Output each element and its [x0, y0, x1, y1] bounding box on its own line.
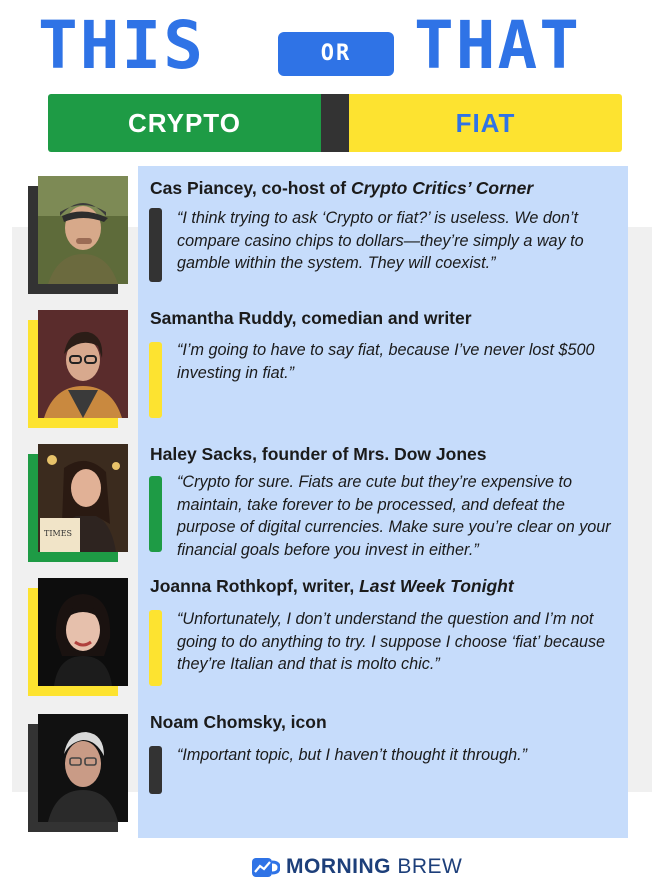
title-or-badge: OR [278, 32, 394, 76]
choice-indicator [149, 746, 162, 794]
speaker-name: Haley Sacks, founder of Mrs. Dow Jones [150, 444, 487, 464]
speaker-quote: “Crypto for sure. Fiats are cute but they’re expensive to maintain, take forever to be processed, and defeat the purpose of digital currencies. Make sure you’re clear on your financial goals before you invest in either.” [177, 473, 611, 559]
speaker-quote: “Important topic, but I haven’t thought it through.” [177, 746, 528, 764]
speaker-quote: “I think trying to ask ‘Crypto or fiat?’ is useless. We don’t compare casino chips to dollars—they’re simply a way to gamble within the system. They will coexist.” [177, 209, 584, 272]
choice-indicator [149, 208, 162, 282]
speaker-name: Samantha Ruddy, comedian and writer [150, 308, 472, 328]
title-banner [0, 7, 670, 84]
title-this: THIS [38, 7, 205, 84]
portrait-frame [28, 714, 128, 832]
portrait-frame [28, 176, 128, 294]
title-that: THAT [414, 7, 581, 84]
portrait-joanna-rothkopf [38, 578, 128, 686]
options-bar [48, 94, 622, 152]
choice-indicator [149, 342, 162, 418]
portrait-frame [28, 310, 128, 428]
portrait-samantha-ruddy [38, 310, 128, 418]
speaker-name: Cas Piancey, co-host of Crypto Critics’ Corner [150, 178, 534, 198]
speaker-quote: “I’m going to have to say fiat, because I’ve never lost $500 investing in fiat.” [177, 341, 595, 382]
brand-wordmark: MORNING BREW [286, 855, 463, 878]
choice-indicator [149, 476, 162, 552]
portrait-haley-sacks [38, 444, 128, 552]
speaker-quote: “Unfortunately, I don’t understand the question and I’m not going to do anything to try. I suppose I choose ‘fiat’ because they’re Italian and that is molto chic.” [177, 610, 606, 673]
portrait-frame [28, 578, 128, 696]
svg-text:TIMES: TIMES [44, 529, 73, 538]
option-fiat: FIAT [349, 94, 622, 152]
coffee-mug-chart-icon [250, 852, 280, 880]
choice-indicator [149, 610, 162, 686]
portrait-frame [28, 444, 128, 562]
options-divider [321, 94, 349, 152]
portrait-cas-piancey [38, 176, 128, 284]
speaker-name: Noam Chomsky, icon [150, 712, 327, 732]
speaker-name: Joanna Rothkopf, writer, Last Week Tonight [150, 576, 514, 596]
option-crypto: CRYPTO [48, 94, 321, 152]
portrait-noam-chomsky [38, 714, 128, 822]
footer-brand [0, 852, 670, 882]
